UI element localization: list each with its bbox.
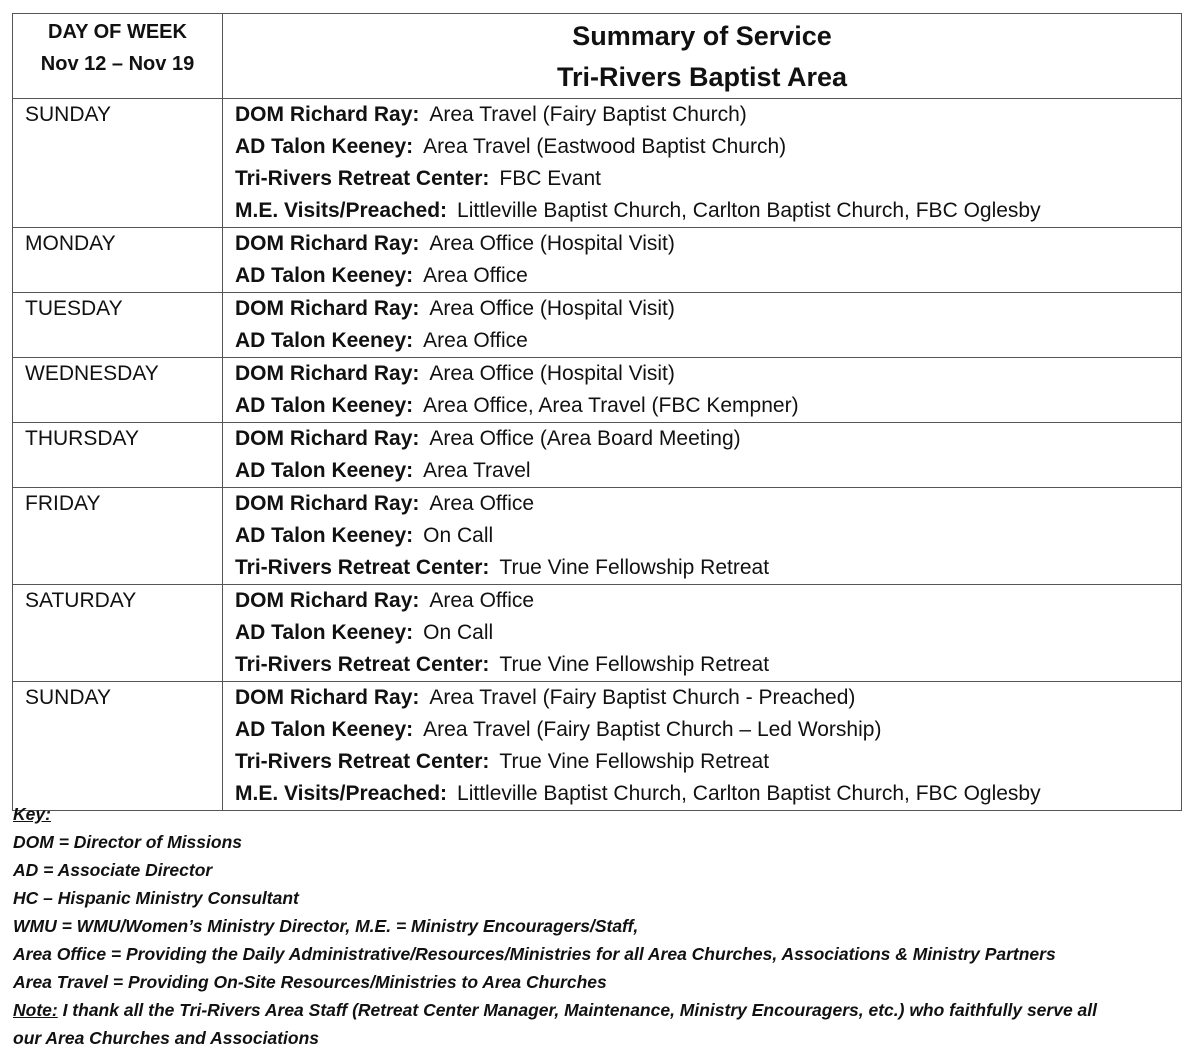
key-line: Area Travel = Providing On-Site Resources/Ministries to Area Churches bbox=[13, 972, 607, 992]
day-name: SUNDAY bbox=[13, 682, 223, 811]
page-title: Summary of Service bbox=[572, 21, 832, 51]
entry-line bbox=[235, 746, 1181, 778]
entry-line bbox=[235, 99, 1181, 131]
entry-line bbox=[235, 617, 1181, 649]
day-column-header bbox=[13, 14, 223, 99]
day-entries bbox=[223, 682, 1182, 811]
entry-activity: Area Office (Hospital Visit) bbox=[429, 232, 675, 255]
entry-line bbox=[235, 649, 1181, 681]
entry-activity: Littleville Baptist Church, Carlton Baptist Church, FBC Oglesby bbox=[457, 782, 1041, 805]
entry-line bbox=[235, 714, 1181, 746]
day-row bbox=[13, 682, 1182, 811]
entry-person: AD Talon Keeney: bbox=[235, 718, 414, 741]
day-name: WEDNESDAY bbox=[13, 358, 223, 423]
entry-person: AD Talon Keeney: bbox=[235, 135, 414, 158]
entry-line bbox=[235, 325, 1181, 357]
entry-activity: Area Office bbox=[429, 589, 535, 612]
entry-line bbox=[235, 260, 1181, 292]
entry-activity: Area Office, Area Travel (FBC Kempner) bbox=[423, 394, 799, 417]
key-line: AD = Associate Director bbox=[13, 860, 213, 880]
entry-line bbox=[235, 195, 1181, 227]
key-line: WMU = WMU/Women’s Ministry Director, M.E. = Ministry Encouragers/Staff, bbox=[13, 916, 639, 936]
day-row bbox=[13, 423, 1182, 488]
day-name: TUESDAY bbox=[13, 293, 223, 358]
day-entries bbox=[223, 488, 1182, 585]
page-subtitle: Tri-Rivers Baptist Area bbox=[556, 62, 848, 92]
entry-line bbox=[235, 423, 1181, 455]
date-range: Nov 12 – Nov 19 bbox=[40, 53, 195, 75]
day-row bbox=[13, 585, 1182, 682]
entry-person: AD Talon Keeney: bbox=[235, 394, 414, 417]
entry-line bbox=[235, 488, 1181, 520]
entry-activity: True Vine Fellowship Retreat bbox=[499, 653, 770, 676]
entry-line bbox=[235, 552, 1181, 584]
entry-activity: Area Office bbox=[429, 492, 535, 515]
day-row bbox=[13, 228, 1182, 293]
entry-person: DOM Richard Ray: bbox=[235, 362, 420, 385]
day-name: SATURDAY bbox=[13, 585, 223, 682]
entry-person: Tri-Rivers Retreat Center: bbox=[235, 750, 490, 773]
entry-person: DOM Richard Ray: bbox=[235, 686, 420, 709]
entry-person: DOM Richard Ray: bbox=[235, 103, 420, 126]
day-of-week-label: DAY OF WEEK bbox=[48, 21, 187, 43]
entry-activity: True Vine Fellowship Retreat bbox=[499, 750, 770, 773]
day-entries bbox=[223, 99, 1182, 228]
entry-activity: FBC Evant bbox=[499, 167, 601, 190]
day-entries bbox=[223, 585, 1182, 682]
note-line bbox=[13, 996, 1097, 1024]
day-entries bbox=[223, 358, 1182, 423]
entry-activity: Area Office (Hospital Visit) bbox=[429, 297, 675, 320]
day-row bbox=[13, 358, 1182, 423]
entry-activity: True Vine Fellowship Retreat bbox=[499, 556, 770, 579]
entry-activity: Area Travel (Fairy Baptist Church - Preached) bbox=[429, 686, 856, 709]
entry-activity: Area Travel (Fairy Baptist Church – Led Worship) bbox=[423, 718, 882, 741]
day-name: FRIDAY bbox=[13, 488, 223, 585]
day-row bbox=[13, 488, 1182, 585]
day-row bbox=[13, 99, 1182, 228]
entry-activity: Area Travel (Eastwood Baptist Church) bbox=[423, 135, 787, 158]
day-entries bbox=[223, 228, 1182, 293]
key-line: Area Office = Providing the Daily Administrative/Resources/Ministries for all Area Churches, Associations & Ministry Partners bbox=[13, 944, 1056, 964]
day-name: MONDAY bbox=[13, 228, 223, 293]
entry-person: AD Talon Keeney: bbox=[235, 459, 414, 482]
entry-activity: Area Office bbox=[423, 264, 528, 287]
entry-activity: Area Travel bbox=[423, 459, 531, 482]
entry-line bbox=[235, 585, 1181, 617]
note-label: Note: bbox=[13, 1000, 58, 1020]
entry-person: DOM Richard Ray: bbox=[235, 232, 420, 255]
entry-person: Tri-Rivers Retreat Center: bbox=[235, 556, 490, 579]
entry-person: AD Talon Keeney: bbox=[235, 329, 414, 352]
note-line-2: our Area Churches and Associations bbox=[13, 1028, 320, 1048]
day-row bbox=[13, 293, 1182, 358]
entry-activity: Area Travel (Fairy Baptist Church) bbox=[429, 103, 747, 126]
entry-line bbox=[235, 131, 1181, 163]
entry-line bbox=[235, 390, 1181, 422]
entry-line bbox=[235, 293, 1181, 325]
entry-activity: Area Office (Hospital Visit) bbox=[429, 362, 675, 385]
entry-line bbox=[235, 455, 1181, 487]
entry-person: Tri-Rivers Retreat Center: bbox=[235, 653, 490, 676]
day-name: SUNDAY bbox=[13, 99, 223, 228]
entry-activity: On Call bbox=[423, 524, 494, 547]
key-section bbox=[13, 800, 1097, 1052]
entry-activity: Area Office bbox=[423, 329, 528, 352]
header-row bbox=[13, 14, 1182, 99]
entry-person: AD Talon Keeney: bbox=[235, 621, 414, 644]
entry-activity: On Call bbox=[423, 621, 494, 644]
note-text: I thank all the Tri-Rivers Area Staff (Retreat Center Manager, Maintenance, Ministry Encouragers, etc.) who faithfully serve all bbox=[57, 1000, 1098, 1020]
entry-activity: Area Office (Area Board Meeting) bbox=[429, 427, 741, 450]
entry-line bbox=[235, 163, 1181, 195]
key-title: Key: bbox=[13, 804, 51, 824]
entry-person: AD Talon Keeney: bbox=[235, 264, 414, 287]
entry-person: DOM Richard Ray: bbox=[235, 427, 420, 450]
entry-person: Tri-Rivers Retreat Center: bbox=[235, 167, 490, 190]
entry-line bbox=[235, 520, 1181, 552]
entry-person: DOM Richard Ray: bbox=[235, 297, 420, 320]
entry-person: DOM Richard Ray: bbox=[235, 589, 420, 612]
entry-line bbox=[235, 358, 1181, 390]
entry-line bbox=[235, 228, 1181, 260]
entry-person: AD Talon Keeney: bbox=[235, 524, 414, 547]
entry-line bbox=[235, 682, 1181, 714]
day-entries bbox=[223, 423, 1182, 488]
entry-activity: Littleville Baptist Church, Carlton Baptist Church, FBC Oglesby bbox=[457, 199, 1041, 222]
entry-person: DOM Richard Ray: bbox=[235, 492, 420, 515]
day-name: THURSDAY bbox=[13, 423, 223, 488]
entry-person: M.E. Visits/Preached: bbox=[235, 199, 448, 222]
title-header bbox=[223, 14, 1182, 99]
key-line: DOM = Director of Missions bbox=[13, 832, 242, 852]
service-summary-table bbox=[12, 13, 1182, 811]
day-entries bbox=[223, 293, 1182, 358]
key-line: HC – Hispanic Ministry Consultant bbox=[13, 888, 299, 908]
entry-person: M.E. Visits/Preached: bbox=[235, 782, 448, 805]
